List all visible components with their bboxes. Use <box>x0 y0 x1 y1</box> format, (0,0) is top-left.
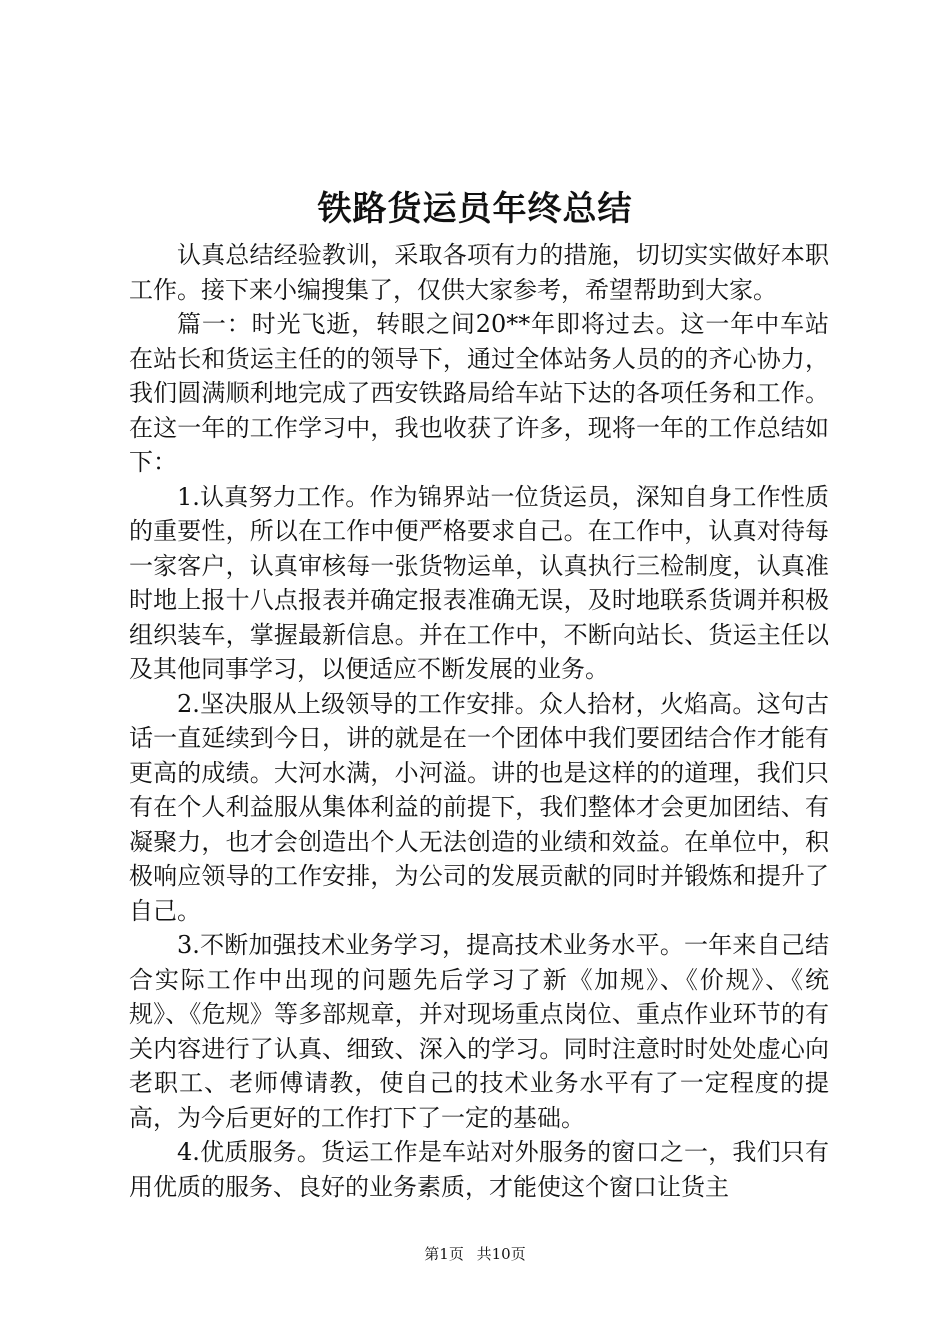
paragraph-item-4: 4.优质服务。货运工作是车站对外服务的窗口之一，我们只有用优质的服务、良好的业务素质，才能使这个窗口让货主 <box>129 1138 829 1201</box>
page-number: 第1页 <box>424 1245 464 1263</box>
paragraph-item-3: 3.不断加强技术业务学习，提高技术业务水平。一年来自己结合实际工作中出现的问题先后学习了新《加规》、《价规》、《统规》、《危规》等多部规章，并对现场重点岗位、重点作业环节的有关内容进行了认真、细致、深入的学习。同时注意时时处处虚心向老职工、老师傅请教，使自己的技术业务水平有了一定程度的提高，为今后更好的工作打下了一定的基础。 <box>129 931 829 1132</box>
paragraph-intro: 认真总结经验教训，采取各项有力的措施，切切实实做好本职工作。接下来小编搜集了，仅供大家参考，希望帮助到大家。 <box>129 241 829 304</box>
page-title: 铁路货运员年终总结 <box>317 189 633 229</box>
document-body <box>129 238 829 1204</box>
paragraph-item-2: 2.坚决服从上级领导的工作安排。众人拾材，火焰高。这句古话一直延续到今日，讲的就是在一个团体中我们要团结合作才能有更高的成绩。大河水满，小河溢。讲的也是这样的的道理，我们只有在个人利益服从集体利益的前提下，我们整体才会更加团结、有凝聚力，也才会创造出个人无法创造的业绩和效益。在单位中，积极响应领导的工作安排，为公司的发展贡献的同时并锻炼和提升了自己。 <box>129 689 829 925</box>
page-total: 共10页 <box>476 1245 526 1263</box>
paragraph-part-one: 篇一：时光飞逝，转眼之间20**年即将过去。这一年中车站在站长和货运主任的的领导下，通过全体站务人员的的齐心协力，我们圆满顺利地完成了西安铁路局给车站下达的各项任务和工作。在这一年的工作学习中，我也收获了许多，现将一年的工作总结如下： <box>129 310 829 476</box>
paragraph-item-1: 1.认真努力工作。作为锦界站一位货运员，深知自身工作性质的重要性，所以在工作中便严格要求自己。在工作中，认真对待每一家客户，认真审核每一张货物运单，认真执行三检制度，认真准时地上报十八点报表并确定报表准确无误，及时地联系货调并积极组织装车，掌握最新信息。并在工作中，不断向站长、货运主任以及其他同事学习，以便适应不断发展的业务。 <box>129 482 829 683</box>
page-footer <box>0 1244 950 1264</box>
